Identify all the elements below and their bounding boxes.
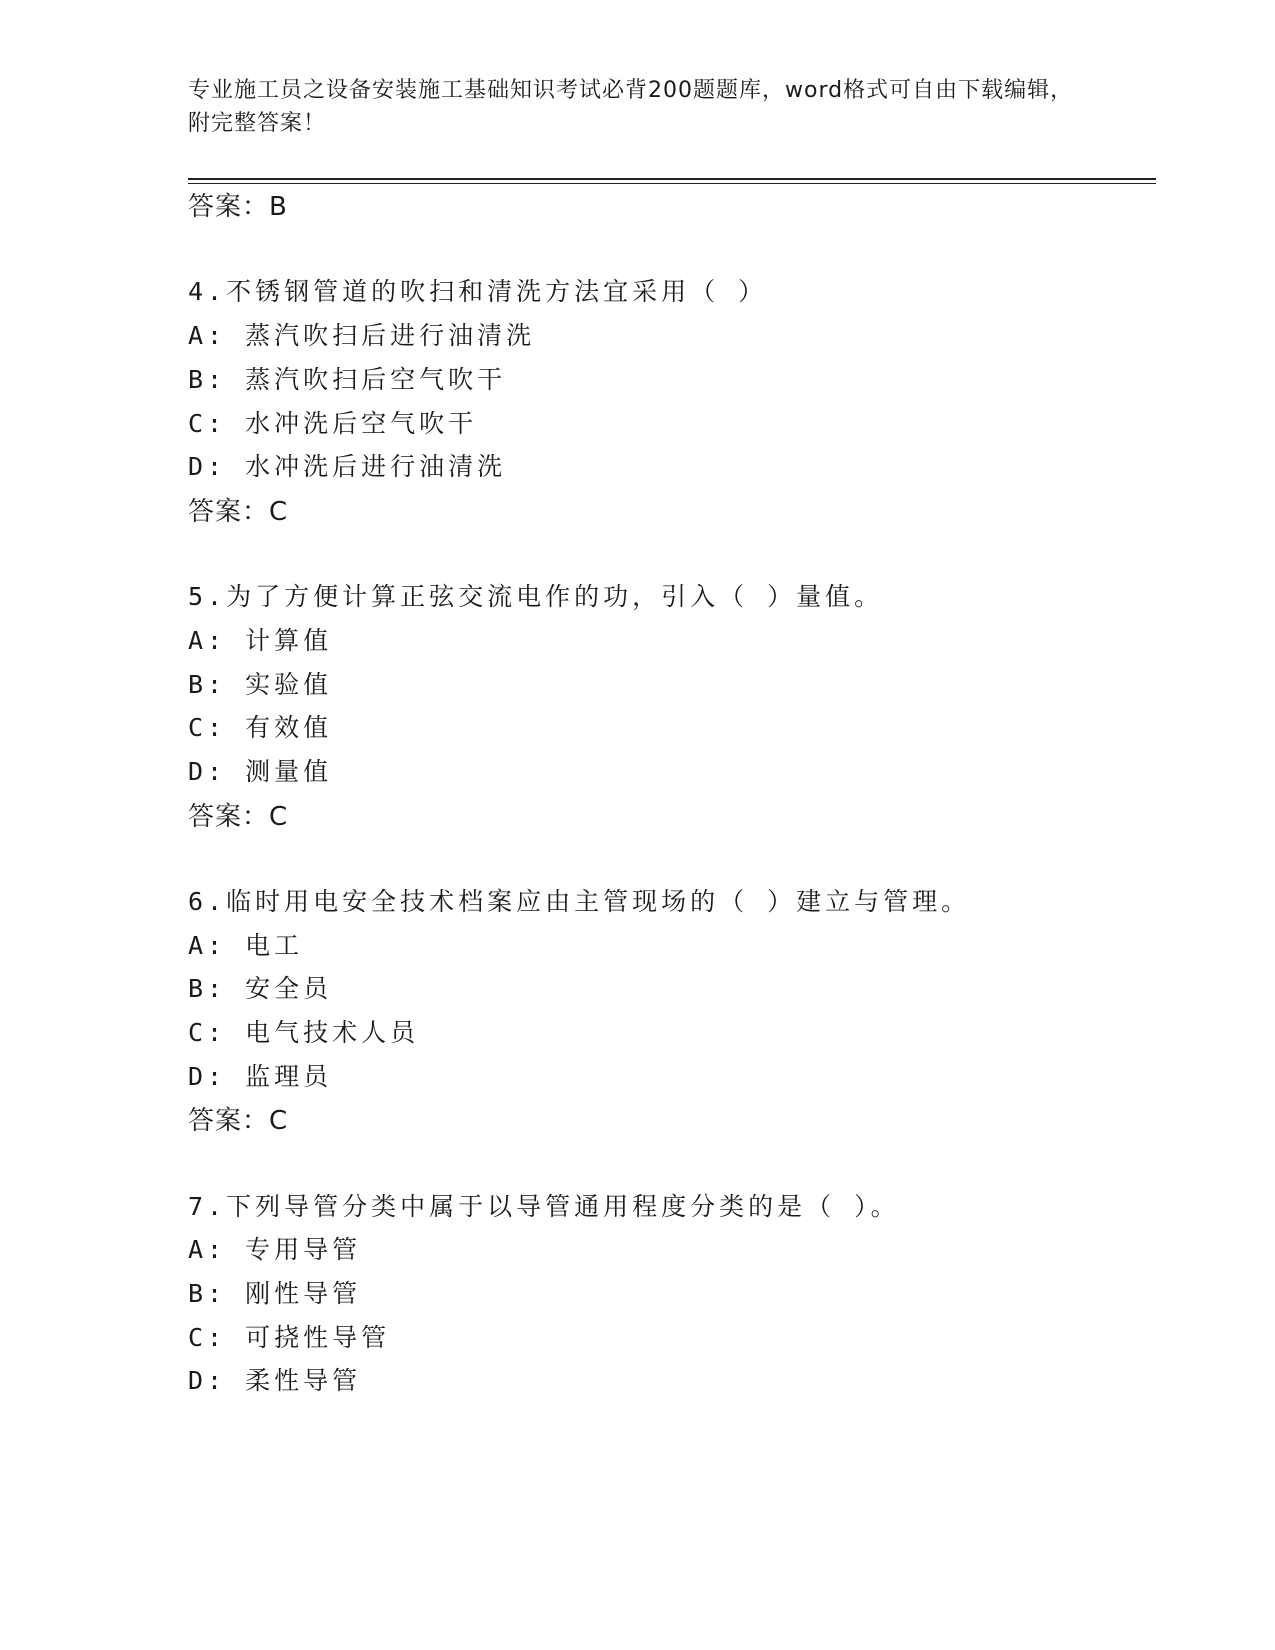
question-stem: 7.下列导管分类中属于以导管通用程度分类的是（ ）。 bbox=[188, 1192, 900, 1221]
option-a: A: 电工 bbox=[188, 931, 304, 960]
option-b: B: 安全员 bbox=[188, 974, 333, 1003]
question-stem: 6.临时用电安全技术档案应由主管现场的（ ）建立与管理。 bbox=[188, 887, 971, 916]
answer-line: 答案：C bbox=[188, 497, 289, 527]
option-a: A: 专用导管 bbox=[188, 1235, 362, 1264]
answer-line: 答案：C bbox=[188, 802, 289, 832]
option-c: C: 电气技术人员 bbox=[188, 1018, 420, 1047]
option-d: D: 测量值 bbox=[188, 757, 333, 786]
answer-line: 答案：B bbox=[188, 192, 288, 222]
document-header: 专业施工员之设备安装施工基础知识考试必背200题题库，word格式可自由下载编辑，附完整答案！ bbox=[188, 78, 1074, 136]
option-b: B: 实验值 bbox=[188, 670, 333, 699]
question-stem: 5.为了方便计算正弦交流电作的功，引入（ ）量值。 bbox=[188, 582, 884, 611]
option-d: D: 水冲洗后进行油清洗 bbox=[188, 452, 507, 481]
option-a: A: 蒸汽吹扫后进行油清洗 bbox=[188, 321, 536, 350]
question-stem: 4.不锈钢管道的吹扫和清洗方法宜采用（ ） bbox=[188, 277, 768, 306]
option-d: D: 监理员 bbox=[188, 1062, 333, 1091]
option-a: A: 计算值 bbox=[188, 626, 333, 655]
option-c: C: 有效值 bbox=[188, 713, 333, 742]
option-c: C: 水冲洗后空气吹干 bbox=[188, 409, 478, 438]
option-c: C: 可挠性导管 bbox=[188, 1323, 391, 1352]
header-divider bbox=[188, 178, 1156, 184]
answer-line: 答案：C bbox=[188, 1106, 289, 1136]
option-d: D: 柔性导管 bbox=[188, 1366, 362, 1395]
option-b: B: 蒸汽吹扫后空气吹干 bbox=[188, 365, 507, 394]
option-b: B: 刚性导管 bbox=[188, 1279, 362, 1308]
